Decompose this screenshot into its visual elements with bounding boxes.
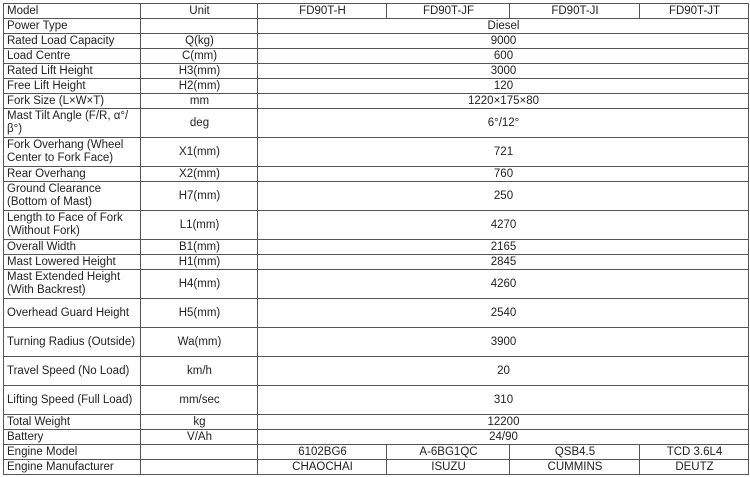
spec-row-load-centre [4,49,749,64]
spec-value-engine-model-0: 6102BG6 [258,445,387,460]
spec-value-load-centre: 600 [258,49,749,64]
header-model-fd90t-jt: FD90T-JT [640,4,749,19]
spec-unit-load-centre: C(mm) [141,49,258,64]
spec-row-rear-overhang [4,167,749,182]
spec-value-fork-size-l-w-t: 1220×175×80 [258,94,749,109]
spec-value-power-type: Diesel [258,19,749,34]
spec-unit-turning-radius-outside: Wa(mm) [141,328,258,357]
spec-label-length-to-face-of-fork-without-fork: Length to Face of Fork (Without Fork) [4,211,141,240]
spec-value-engine-model-2: QSB4.5 [510,445,640,460]
spec-unit-overall-width: B1(mm) [141,240,258,255]
spec-value-lifting-speed-full-load: 310 [258,386,749,415]
spec-label-battery: Battery [4,430,141,445]
spec-unit-engine-manufacturer [141,460,258,475]
spec-row-engine-model [4,445,749,460]
spec-unit-power-type [141,19,258,34]
spec-value-mast-extended-height-with-backrest: 4260 [258,270,749,299]
spec-label-overall-width: Overall Width [4,240,141,255]
header-model-label: Model [4,4,141,19]
spec-label-rated-load-capacity: Rated Load Capacity [4,34,141,49]
spec-unit-rear-overhang: X2(mm) [141,167,258,182]
spec-row-overhead-guard-height [4,299,749,328]
spec-value-ground-clearance-bottom-of-mast: 250 [258,182,749,211]
spec-row-rated-lift-height [4,64,749,79]
spec-unit-free-lift-height: H2(mm) [141,79,258,94]
spec-value-turning-radius-outside: 3900 [258,328,749,357]
spec-label-engine-manufacturer: Engine Manufacturer [4,460,141,475]
spec-unit-fork-size-l-w-t: mm [141,94,258,109]
spec-value-battery: 24/90 [258,430,749,445]
spec-label-power-type: Power Type [4,19,141,34]
spec-row-fork-overhang-wheel-center-to-fork-face [4,138,749,167]
spec-row-rated-load-capacity [4,34,749,49]
spec-unit-travel-speed-no-load: km/h [141,357,258,386]
spec-label-mast-extended-height-with-backrest: Mast Extended Height (With Backrest) [4,270,141,299]
spec-value-travel-speed-no-load: 20 [258,357,749,386]
spec-label-rear-overhang: Rear Overhang [4,167,141,182]
spec-label-overhead-guard-height: Overhead Guard Height [4,299,141,328]
spec-value-engine-manufacturer-1: ISUZU [387,460,510,475]
spec-value-engine-model-1: A-6BG1QC [387,445,510,460]
spec-value-mast-lowered-height: 2845 [258,255,749,270]
header-model-fd90t-jf: FD90T-JF [387,4,510,19]
spec-value-engine-model-3: TCD 3.6L4 [640,445,749,460]
spec-table [3,3,749,475]
spec-label-ground-clearance-bottom-of-mast: Ground Clearance (Bottom of Mast) [4,182,141,211]
spec-unit-length-to-face-of-fork-without-fork: L1(mm) [141,211,258,240]
spec-value-total-weight: 12200 [258,415,749,430]
spec-unit-mast-lowered-height: H1(mm) [141,255,258,270]
spec-row-ground-clearance-bottom-of-mast [4,182,749,211]
spec-value-rated-lift-height: 3000 [258,64,749,79]
spec-unit-fork-overhang-wheel-center-to-fork-face: X1(mm) [141,138,258,167]
spec-row-mast-lowered-height [4,255,749,270]
spec-row-turning-radius-outside [4,328,749,357]
spec-value-rear-overhang: 760 [258,167,749,182]
spec-row-overall-width [4,240,749,255]
spec-label-total-weight: Total Weight [4,415,141,430]
spec-label-mast-tilt-angle-f-r: Mast Tilt Angle (F/R, α°/β°) [4,109,141,138]
spec-unit-ground-clearance-bottom-of-mast: H7(mm) [141,182,258,211]
spec-row-total-weight [4,415,749,430]
spec-unit-lifting-speed-full-load: mm/sec [141,386,258,415]
header-model-fd90t-ji: FD90T-JI [510,4,640,19]
spec-row-battery [4,430,749,445]
spec-value-fork-overhang-wheel-center-to-fork-face: 721 [258,138,749,167]
header-model-fd90t-h: FD90T-H [258,4,387,19]
spec-row-travel-speed-no-load [4,357,749,386]
spec-unit-rated-lift-height: H3(mm) [141,64,258,79]
spec-label-rated-lift-height: Rated Lift Height [4,64,141,79]
spec-label-engine-model: Engine Model [4,445,141,460]
spec-table-body [4,4,749,475]
spec-label-travel-speed-no-load: Travel Speed (No Load) [4,357,141,386]
spec-unit-total-weight: kg [141,415,258,430]
spec-label-fork-size-l-w-t: Fork Size (L×W×T) [4,94,141,109]
spec-row-engine-manufacturer [4,460,749,475]
spec-label-free-lift-height: Free Lift Height [4,79,141,94]
header-row [4,4,749,19]
spec-row-mast-tilt-angle-f-r [4,109,749,138]
spec-row-mast-extended-height-with-backrest [4,270,749,299]
spec-value-length-to-face-of-fork-without-fork: 4270 [258,211,749,240]
spec-unit-engine-model [141,445,258,460]
spec-value-engine-manufacturer-2: CUMMINS [510,460,640,475]
spec-label-lifting-speed-full-load: Lifting Speed (Full Load) [4,386,141,415]
spec-row-free-lift-height [4,79,749,94]
spec-row-fork-size-l-w-t [4,94,749,109]
spec-value-free-lift-height: 120 [258,79,749,94]
spec-value-mast-tilt-angle-f-r: 6°/12° [258,109,749,138]
spec-label-fork-overhang-wheel-center-to-fork-face: Fork Overhang (Wheel Center to Fork Face) [4,138,141,167]
spec-unit-mast-extended-height-with-backrest: H4(mm) [141,270,258,299]
spec-unit-overhead-guard-height: H5(mm) [141,299,258,328]
spec-row-lifting-speed-full-load [4,386,749,415]
spec-value-engine-manufacturer-0: CHAOCHAI [258,460,387,475]
spec-unit-battery: V/Ah [141,430,258,445]
spec-label-turning-radius-outside: Turning Radius (Outside) [4,328,141,357]
spec-value-rated-load-capacity: 9000 [258,34,749,49]
spec-value-engine-manufacturer-3: DEUTZ [640,460,749,475]
spec-value-overhead-guard-height: 2540 [258,299,749,328]
spec-unit-mast-tilt-angle-f-r: deg [141,109,258,138]
spec-label-load-centre: Load Centre [4,49,141,64]
spec-row-power-type [4,19,749,34]
spec-row-length-to-face-of-fork-without-fork [4,211,749,240]
spec-unit-rated-load-capacity: Q(kg) [141,34,258,49]
header-unit-label: Unit [141,4,258,19]
spec-label-mast-lowered-height: Mast Lowered Height [4,255,141,270]
spec-value-overall-width: 2165 [258,240,749,255]
